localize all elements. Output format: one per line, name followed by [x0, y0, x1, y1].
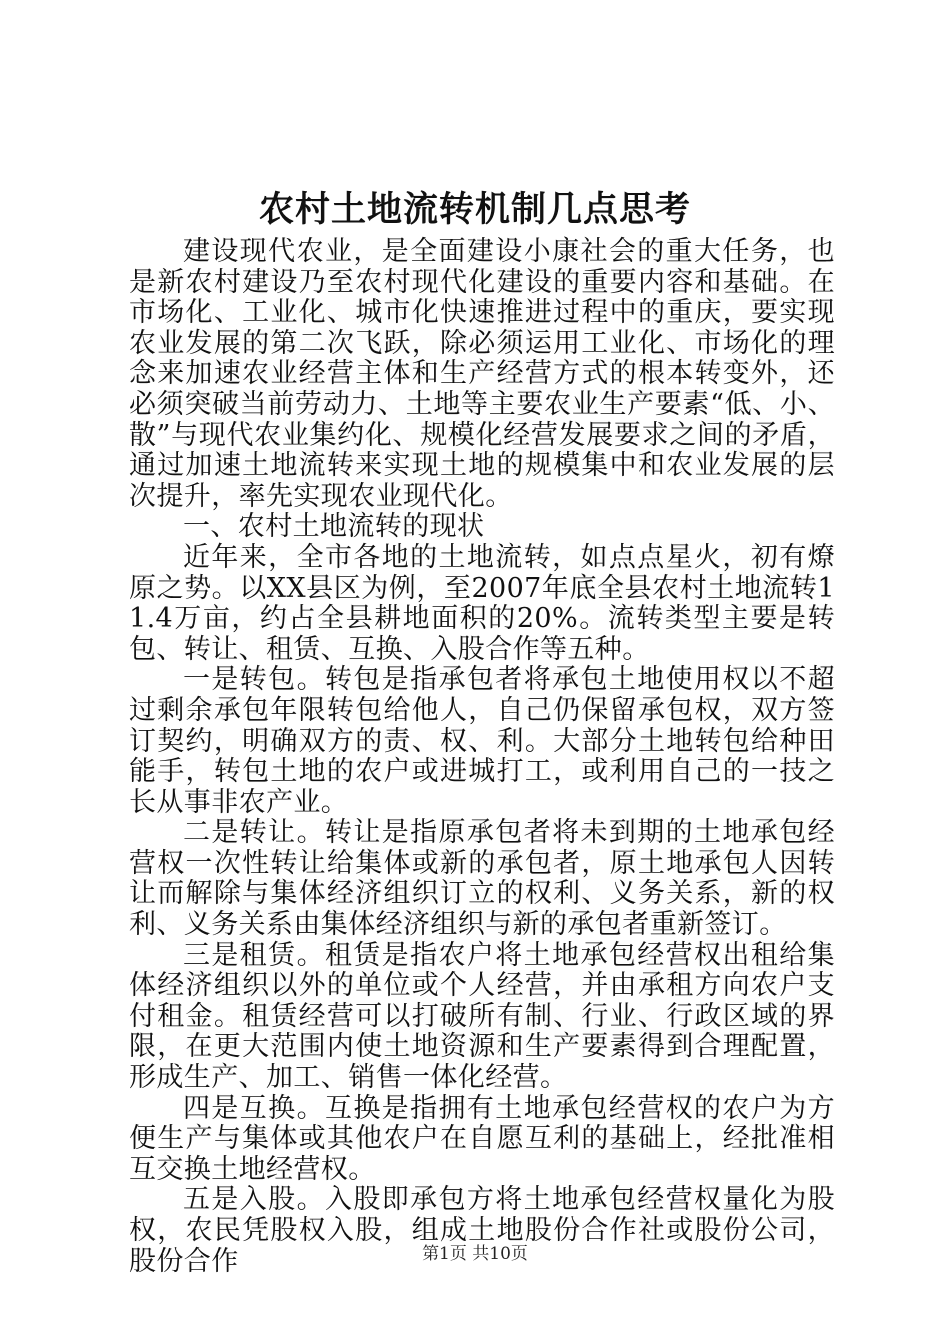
paragraph-subcontracting: 一是转包。转包是指承包者将承包土地使用权以不超过剩余承包年限转包给他人，自己仍保留承包权，双方签订契约，明确双方的责、权、利。大部分土地转包给种田能手，转包土地的农户或进城打工，或利用自己的一技之长从事非农产业。	[129, 664, 835, 818]
document-body	[129, 237, 835, 1277]
paragraph-exchange: 四是互换。互换是指拥有土地承包经营权的农户为方便生产与集体或其他农户在自愿互利的基础上，经批准相互交换土地经营权。	[129, 1092, 835, 1185]
paragraph-status: 近年来，全市各地的土地流转，如点点星火，初有燎原之势。以XX县区为例，至2007年底全县农村土地流转11.4万亩，约占全县耕地面积的20%。流转类型主要是转包、转让、租赁、互换、入股合作等五种。	[129, 541, 835, 665]
page-number: 第1页 共10页	[422, 1244, 528, 1264]
paragraph-shareholding: 五是入股。入股即承包方将土地承包经营权量化为股权，农民凭股权入股，组成土地股份合作社或股份公司，股份合作	[129, 1184, 835, 1277]
paragraph-transfer: 二是转让。转让是指原承包者将未到期的土地承包经营权一次性转让给集体或新的承包者，原土地承包人因转让而解除与集体经济组织订立的权利、义务关系，新的权利、义务关系由集体经济组织与新的承包者重新签订。	[129, 817, 835, 941]
paragraph-leasing: 三是租赁。租赁是指农户将土地承包经营权出租给集体经济组织以外的单位或个人经营，并由承租方向农户支付租金。租赁经营可以打破所有制、行业、行政区域的界限，在更大范围内使土地资源和生产要素得到合理配置，形成生产、加工、销售一体化经营。	[129, 939, 835, 1094]
section-heading: 一、农村土地流转的现状	[183, 511, 485, 543]
document-title: 农村土地流转机制几点思考	[258, 189, 691, 230]
paragraph-intro: 建设现代农业，是全面建设小康社会的重大任务，也是新农村建设乃至农村现代化建设的重要内容和基础。在市场化、工业化、城市化快速推进过程中的重庆，要实现农业发展的第二次飞跃，除必须运用工业化、市场化的理念来加速农业经营主体和生产经营方式的根本转变外，还必须突破当前劳动力、土地等主要农业生产要素“低、小、散”与现代农业集约化、规模化经营发展要求之间的矛盾，通过加速土地流转来实现土地的规模集中和农业发展的层次提升，率先实现农业现代化。	[129, 236, 835, 512]
